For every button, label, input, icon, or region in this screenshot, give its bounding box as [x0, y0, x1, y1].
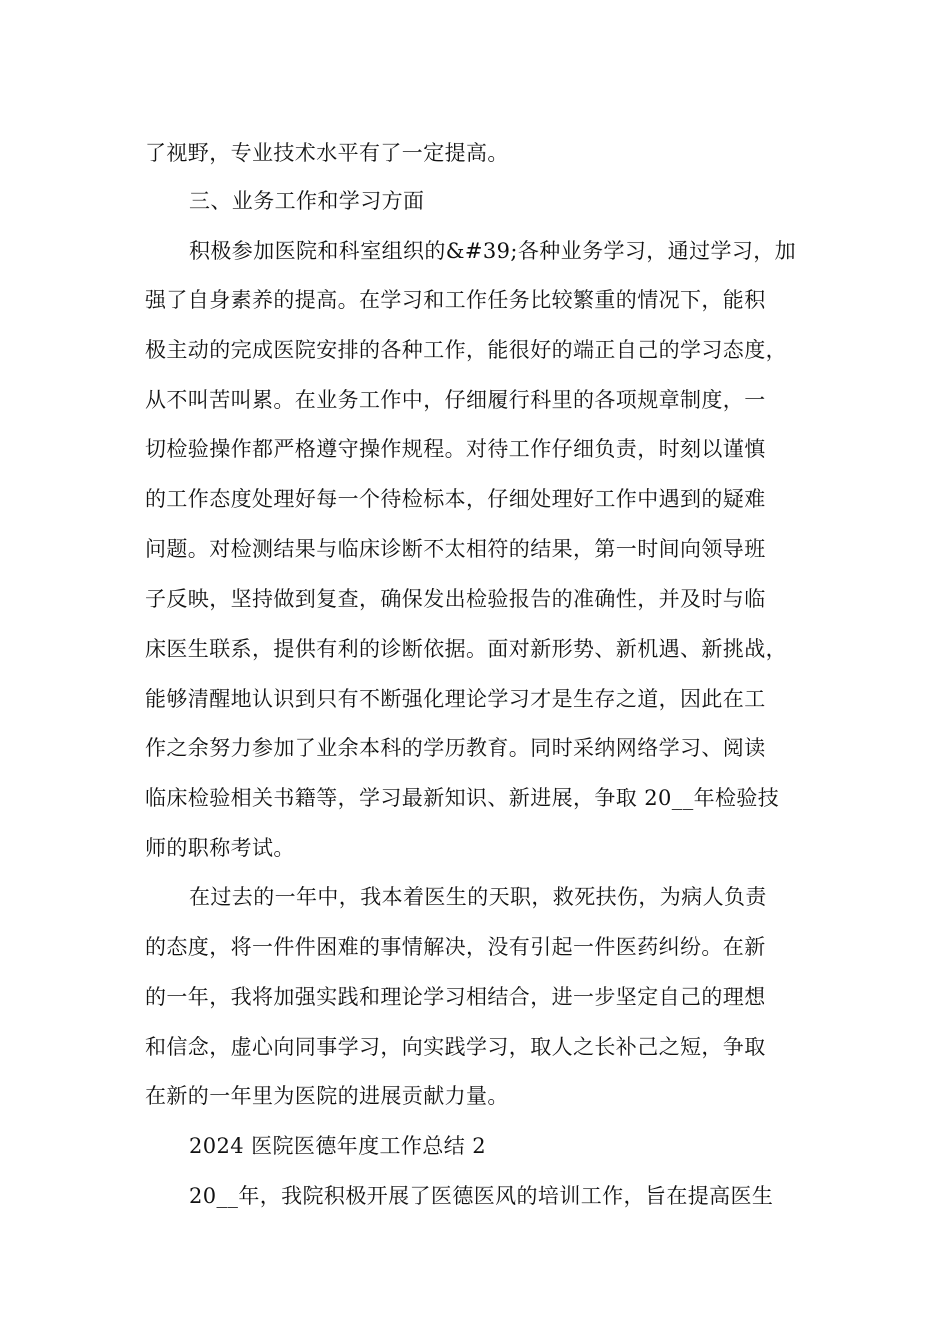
- paragraph-line: 积极参加医院和科室组织的&#39;各种业务学习，通过学习，加: [189, 239, 797, 263]
- paragraph-line: 床医生联系，提供有利的诊断依据。面对新形势、新机遇、新挑战，: [145, 637, 787, 661]
- paragraph-line: 能够清醒地认识到只有不断强化理论学习才是生存之道，因此在工: [145, 687, 766, 711]
- paragraph-line: 的态度，将一件件困难的事情解决，没有引起一件医药纠纷。在新: [145, 935, 766, 959]
- paragraph-line: 极主动的完成医院安排的各种工作，能很好的端正自己的学习态度，: [145, 338, 787, 362]
- paragraph-line: 的工作态度处理好每一个待检标本，仔细处理好工作中遇到的疑难: [145, 487, 766, 511]
- paragraph-line: 强了自身素养的提高。在学习和工作任务比较繁重的情况下，能积: [145, 288, 766, 312]
- paragraph-line: 从不叫苦叫累。在业务工作中，仔细履行科里的各项规章制度，一: [145, 388, 766, 412]
- paragraph-line: 作之余努力参加了业余本科的学历教育。同时采纳网络学习、阅读: [145, 736, 766, 760]
- paragraph-line: 临床检验相关书籍等，学习最新知识、新进展，争取 20__年检验技: [145, 786, 780, 810]
- paragraph-line: 20__年，我院积极开展了医德医风的培训工作，旨在提高医生: [189, 1184, 774, 1208]
- paragraph-line: 师的职称考试。: [145, 836, 295, 860]
- paragraph-line: 子反映，坚持做到复查，确保发出检验报告的准确性，并及时与临: [145, 587, 766, 611]
- paragraph-line: 切检验操作都严格遵守操作规程。对待工作仔细负责，时刻以谨慎: [145, 437, 766, 461]
- section-title: 2024 医院医德年度工作总结 2: [189, 1134, 486, 1158]
- paragraph-line: 和信念，虚心向同事学习，向实践学习，取人之长补己之短，争取: [145, 1035, 766, 1059]
- paragraph-line: 的一年，我将加强实践和理论学习相结合，进一步坚定自己的理想: [145, 985, 766, 1009]
- paragraph-line: 问题。对检测结果与临床诊断不太相符的结果，第一时间向领导班: [145, 537, 766, 561]
- paragraph-line: 在新的一年里为医院的进展贡献力量。: [145, 1084, 509, 1108]
- paragraph-line: 在过去的一年中，我本着医生的天职，救死扶伤，为病人负责: [189, 885, 767, 909]
- section-heading: 三、业务工作和学习方面: [189, 189, 425, 213]
- paragraph-line: 了视野，专业技术水平有了一定提高。: [145, 141, 509, 165]
